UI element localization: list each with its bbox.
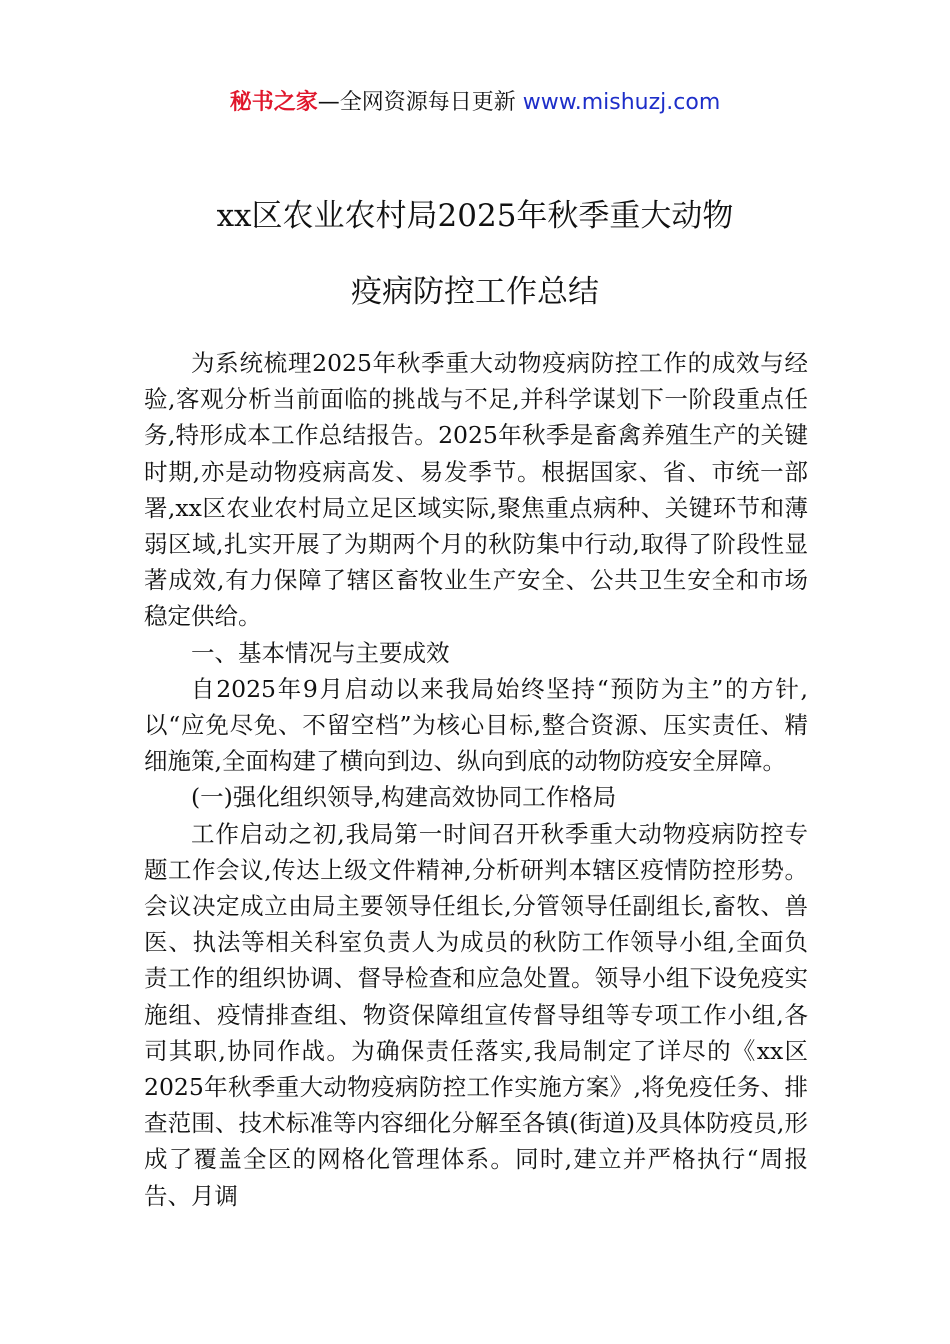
subsection-1-paragraph: 工作启动之初,我局第一时间召开秋季重大动物疫病防控专题工作会议,传达上级文件精神,分析研判本辖区疫情防控形势。会议决定成立由局主要领导任组长,分管领导任副组长,畜牧、兽医、执法等相关科室负责人为成员的秋防工作领导小组,全面负责工作的组织协调、督导检查和应急处置。领导小组下设免疫实施组、疫情排查组、物资保障组宣传督导组等专项工作小组,各司其职,协同作战。为确保责任落实,我局制定了详尽的《xx区2025年秋季重大动物疫病防控工作实施方案》,将免疫任务、排查范围、技术标准等内容细化分解至各镇(街道)及具体防疫员,形成了覆盖全区的网格化管理体系。同时,建立并严格执行“周报告、月调 bbox=[144, 819, 808, 1210]
section-heading-1: 一、基本情况与主要成效 bbox=[191, 638, 450, 667]
document-title-line-1: xx区农业农村局2025年秋季重大动物 bbox=[216, 198, 734, 234]
site-name: 秘书之家 bbox=[229, 90, 318, 115]
site-header bbox=[0, 86, 950, 120]
site-slogan: —全网资源每日更新 bbox=[317, 90, 523, 115]
section-1-paragraph: 自2025年9月启动以来我局始终坚持“预防为主”的方针,以“应免尽免、不留空档”为核心目标,整合资源、压实责任、精细施策,全面构建了横向到边、纵向到底的动物防疫安全屏障。 bbox=[144, 674, 808, 776]
document-title-line-2: 疫病防控工作总结 bbox=[351, 274, 599, 310]
document-title bbox=[60, 178, 890, 330]
site-url-link[interactable]: www.mishuzj.com bbox=[522, 90, 721, 115]
document-body bbox=[144, 345, 808, 1214]
intro-paragraph: 为系统梳理2025年秋季重大动物疫病防控工作的成效与经验,客观分析当前面临的挑战与不足,并科学谋划下一阶段重点任务,特形成本工作总结报告。2025年秋季是畜禽养殖生产的关键时期,亦是动物疫病高发、易发季节。根据国家、省、市统一部署,xx区农业农村局立足区域实际,聚焦重点病种、关键环节和薄弱区域,扎实开展了为期两个月的秋防集中行动,取得了阶段性显著成效,有力保障了辖区畜牧业生产安全、公共卫生安全和市场稳定供给。 bbox=[144, 349, 808, 631]
subsection-heading-1: (一)强化组织领导,构建高效协同工作格局 bbox=[191, 783, 617, 812]
